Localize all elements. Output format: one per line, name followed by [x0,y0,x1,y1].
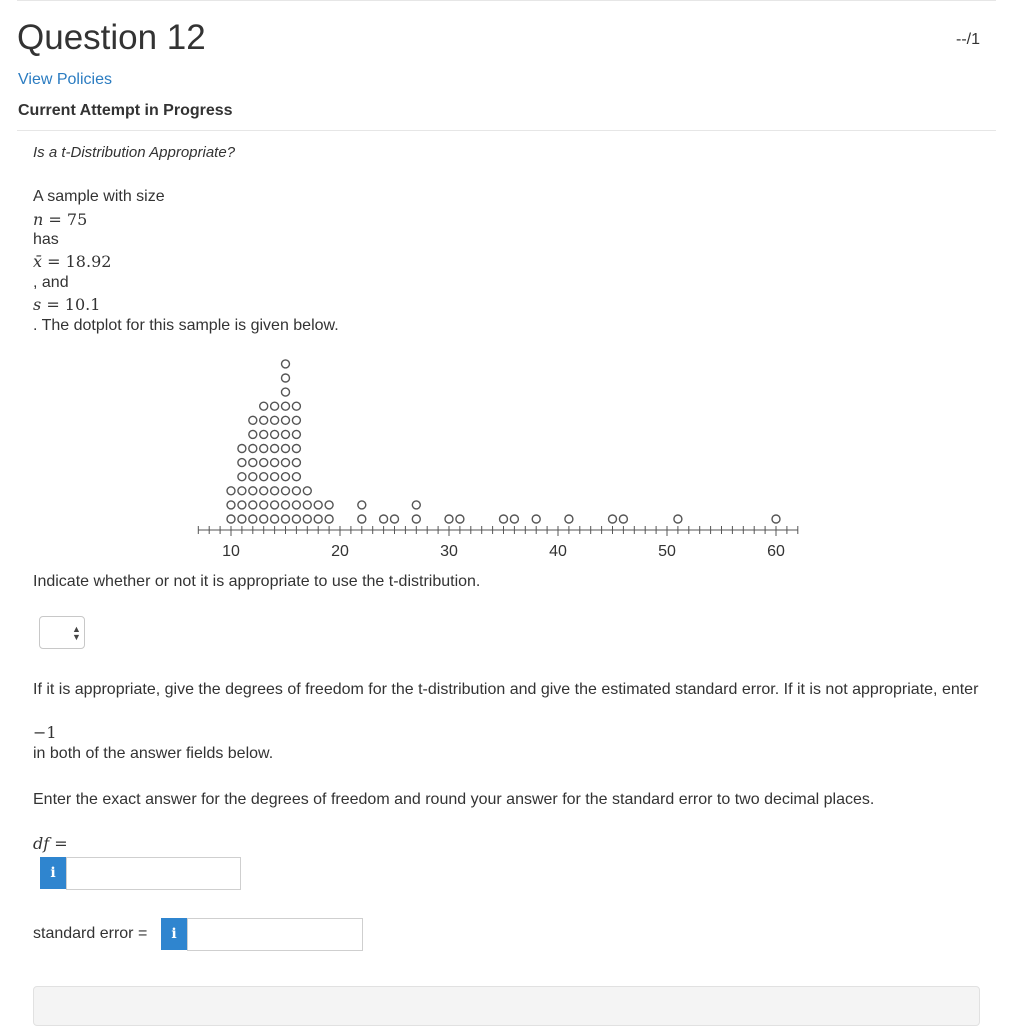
data-dot [532,515,540,523]
data-dot [249,445,257,453]
x-tick-label: 20 [331,543,349,560]
data-dot [282,445,290,453]
attempt-status: Current Attempt in Progress [18,102,233,119]
data-dot [249,459,257,467]
dotplot-intro-text: . The dotplot for this sample is given below. [33,317,339,334]
sample-size-text: A sample with size [33,188,165,205]
n-equation [33,210,87,229]
data-dot [282,501,290,509]
appropriateness-prompt: Indicate whether or not it is appropriate to use the t-distribution. [33,573,481,590]
data-dot [238,487,246,495]
data-dot [282,515,290,523]
data-dot [260,459,268,467]
select-arrows-icon: ▲ ▼ [72,624,81,642]
data-dot [292,501,300,509]
data-dot [249,501,257,509]
data-dot [238,445,246,453]
data-dot [303,515,311,523]
n-value: = 75 [48,210,88,229]
data-dot [565,515,573,523]
data-dot [260,402,268,410]
data-dot [325,501,333,509]
data-dot [271,416,279,424]
data-dot [303,487,311,495]
data-dot [500,515,508,523]
data-dot [772,515,780,523]
data-dot [260,501,268,509]
data-dot [282,473,290,481]
info-icon: i [171,926,177,942]
data-dot [282,487,290,495]
data-dot [238,459,246,467]
bottom-panel [33,986,980,1026]
data-dot [238,473,246,481]
data-dot [314,501,322,509]
data-dot [314,515,322,523]
view-policies-link[interactable]: View Policies [18,71,112,88]
data-dot [271,515,279,523]
data-dot [282,430,290,438]
xbar-variable: x̄ [33,252,43,271]
data-dot [238,501,246,509]
s-variable: s [33,295,42,314]
question-subtitle: Is a t-Distribution Appropriate? [33,144,236,161]
data-dot [271,430,279,438]
data-dot [260,487,268,495]
data-dot [292,445,300,453]
info-icon: i [50,865,56,881]
question-title: Question 12 [17,18,206,57]
data-dot [260,515,268,523]
data-dot [260,416,268,424]
x-tick-label: 40 [549,543,567,560]
data-dot [282,402,290,410]
data-dot [510,515,518,523]
data-dot [282,416,290,424]
data-dot [325,515,333,523]
data-dot [292,473,300,481]
data-dot [282,388,290,396]
data-dot [260,445,268,453]
data-dot [292,515,300,523]
data-dot [619,515,627,523]
xbar-value: = 18.92 [47,252,112,271]
data-dot [282,374,290,382]
data-dot [249,487,257,495]
standard-error-input[interactable] [187,918,363,951]
n-variable: n [33,210,44,229]
s-equation [33,295,100,314]
data-dot [391,515,399,523]
x-tick-label: 60 [767,543,785,560]
rounding-instruction: Enter the exact answer for the degrees of freedom and round your answer for the standard error to two decimal places. [33,791,875,808]
score-display: --/1 [956,31,980,48]
data-dot [412,501,420,509]
data-dot [292,402,300,410]
data-dot [380,515,388,523]
instruction-continued: in both of the answer fields below. [33,745,274,762]
data-dot [271,501,279,509]
data-dot [227,515,235,523]
data-dot [271,445,279,453]
s-value: = 10.1 [46,295,101,314]
data-dot [260,430,268,438]
data-dot [303,501,311,509]
data-dot [282,459,290,467]
neg-one-value: −1 [33,723,57,742]
df-answer-input[interactable] [66,857,241,890]
data-dot [227,487,235,495]
header-divider [17,130,996,131]
df-label: df = [33,834,68,853]
data-dot [358,515,366,523]
data-dot [271,473,279,481]
data-dot [609,515,617,523]
data-dot [271,487,279,495]
data-dot [238,515,246,523]
se-info-button[interactable] [161,918,187,950]
instruction-text: If it is appropriate, give the degrees of freedom for the t-distribution and give the estimated standard error. If it is not appropriate, enter [33,681,979,698]
and-text: , and [33,274,69,291]
dotplot-chart [196,350,816,565]
top-divider [17,0,996,1]
x-tick-label: 50 [658,543,676,560]
data-dot [292,416,300,424]
data-dot [456,515,464,523]
data-dot [249,473,257,481]
standard-error-label: standard error = [33,925,148,942]
data-dot [282,360,290,368]
data-dot [260,473,268,481]
df-info-button[interactable] [40,857,66,889]
data-dot [249,515,257,523]
data-dot [445,515,453,523]
data-dot [227,501,235,509]
data-dot [412,515,420,523]
data-dot [674,515,682,523]
appropriateness-select[interactable] [39,616,85,649]
data-dot [249,430,257,438]
data-dot [292,430,300,438]
x-tick-label: 10 [222,543,240,560]
data-dot [358,501,366,509]
data-dot [292,459,300,467]
data-dot [271,459,279,467]
has-text: has [33,231,59,248]
xbar-equation [33,252,111,271]
data-dot [292,487,300,495]
data-dot [271,402,279,410]
x-tick-label: 30 [440,543,458,560]
data-dot [249,416,257,424]
